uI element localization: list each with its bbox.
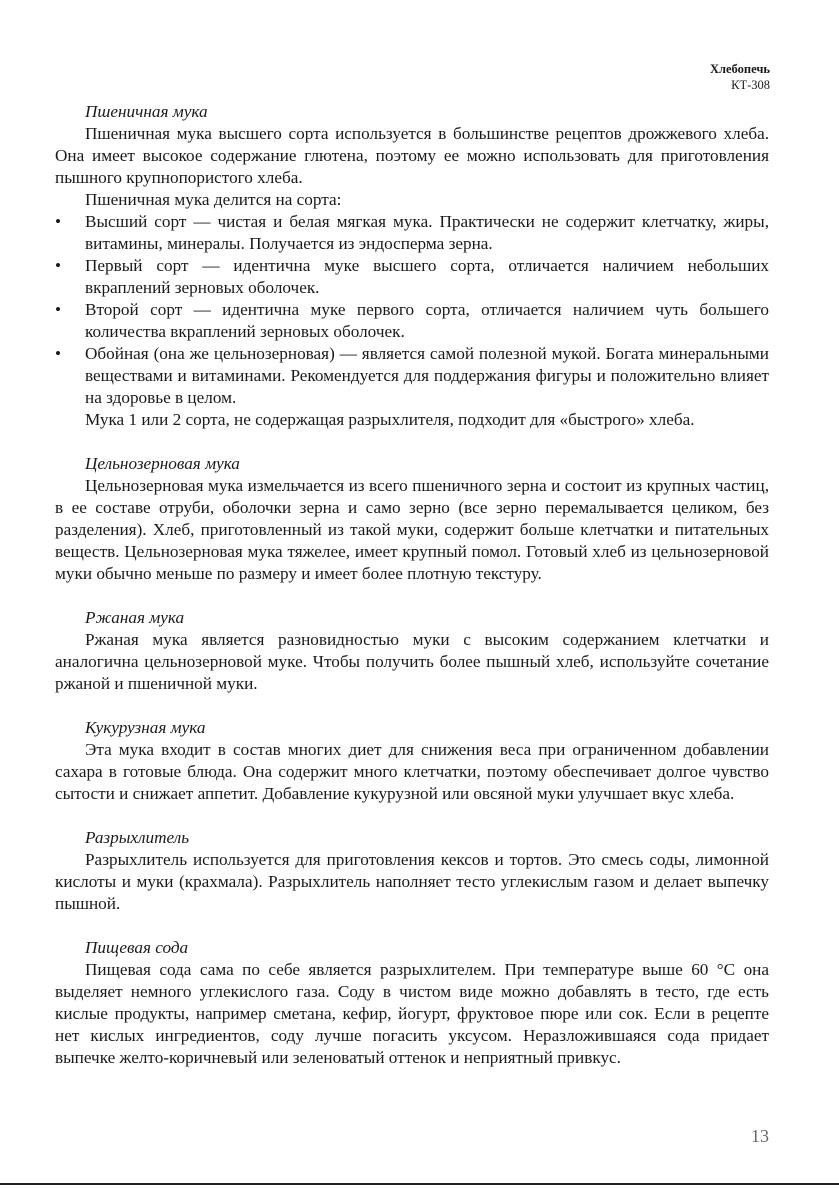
bullet-icon: • [55, 212, 62, 231]
list-item [55, 343, 769, 409]
section-title: Ржаная мука [85, 608, 185, 627]
section-wheat-flour [55, 101, 769, 431]
header-model: КТ-308 [731, 78, 770, 92]
page-header [710, 61, 770, 93]
section-corn-flour [55, 717, 769, 805]
paragraph: Цельнозерновая мука измельчается из всего пшеничного зерна и состоит из крупных частиц, в ее составе отруби, оболочки зерна и само зерно (все зерно перемалывается целиком, без разделения). Хлеб, приготовленный из такой муки, содержит больше клетчатки и питательных веществ. Цельнозерновая мука тяжелее, имеет крупный помол. Готовый хлеб из цельнозерновой муки обычно меньше по размеру и имеет более плотную текстуру. [55, 476, 769, 583]
list-item-text: Обойная (она же цельнозерновая) — является самой полезной мукой. Богата минеральными веществами и витаминами. Рекомендуется для поддержания фигуры и положительно влияет на здоровье в целом. [85, 344, 769, 407]
list-item [55, 211, 769, 255]
flour-grades-list [55, 211, 769, 409]
paragraph: Ржаная мука является разновидностью муки с высоким содержанием клетчатки и аналогична цельнозерновой муке. Чтобы получить более пышный хлеб, используйте сочетание ржаной и пшеничной муки. [55, 630, 769, 693]
header-product-name: Хлебопечь [709, 62, 770, 76]
page-number: 13 [751, 1126, 769, 1146]
paragraph: Разрыхлитель используется для приготовления кексов и тортов. Это смесь соды, лимонной кислоты и муки (крахмала). Разрыхлитель наполняет тесто углекислым газом и делает выпечку пышной. [55, 850, 769, 913]
section-baking-soda [55, 937, 769, 1069]
section-title: Цельнозерновая мука [85, 454, 240, 473]
paragraph: Эта мука входит в состав многих диет для снижения веса при ограниченном добавлении сахара в готовые блюда. Она содержит много клетчатки, поэтому обеспечивает долгое чувство сытости и снижает аппетит. Добавление кукурузной или овсяной муки улучшает вкус хлеба. [55, 740, 769, 803]
paragraph: Мука 1 или 2 сорта, не содержащая разрыхлителя, подходит для «быстрого» хлеба. [85, 410, 695, 429]
list-item-text: Первый сорт — идентична муке высшего сорта, отличается наличием небольших вкраплений зерновых оболочек. [85, 256, 769, 297]
section-wholegrain-flour [55, 453, 769, 585]
section-title: Пищевая сода [85, 938, 189, 957]
list-item-text: Второй сорт — идентична муке первого сорта, отличается наличием чуть большего количества вкраплений зерновых оболочек. [85, 300, 769, 341]
bottom-divider [0, 1183, 839, 1185]
paragraph: Пшеничная мука делится на сорта: [85, 190, 342, 209]
list-item-text: Высший сорт — чистая и белая мягкая мука. Практически не содержит клетчатку, жиры, витамины, минералы. Получается из эндосперма зерна. [85, 212, 769, 253]
page-content [55, 101, 769, 1091]
section-baking-powder [55, 827, 769, 915]
bullet-icon: • [55, 256, 62, 275]
paragraph: Пищевая сода сама по себе является разрыхлителем. При температуре выше 60 °С она выделяет немного углекислого газа. Соду в чистом виде можно добавлять в тесто, где есть кислые продукты, например сметана, кефир, йогурт, фруктовое пюре или сок. Если в рецепте нет кислых ингредиентов, соду лучше погасить уксусом. Неразложившаяся сода придает выпечке желто-коричневый или зеленоватый оттенок и неприятный привкус. [55, 960, 769, 1067]
section-rye-flour [55, 607, 769, 695]
bullet-icon: • [55, 344, 62, 363]
section-title: Кукурузная мука [85, 718, 206, 737]
list-item [55, 299, 769, 343]
paragraph: Пшеничная мука высшего сорта используется в большинстве рецептов дрожжевого хлеба. Она имеет высокое содержание глютена, поэтому ее можно использовать для приготовления пышного крупнопористого хлеба. [55, 124, 769, 187]
bullet-icon: • [55, 300, 62, 319]
section-title: Разрыхлитель [85, 828, 190, 847]
section-title: Пшеничная мука [85, 102, 208, 121]
list-item [55, 255, 769, 299]
